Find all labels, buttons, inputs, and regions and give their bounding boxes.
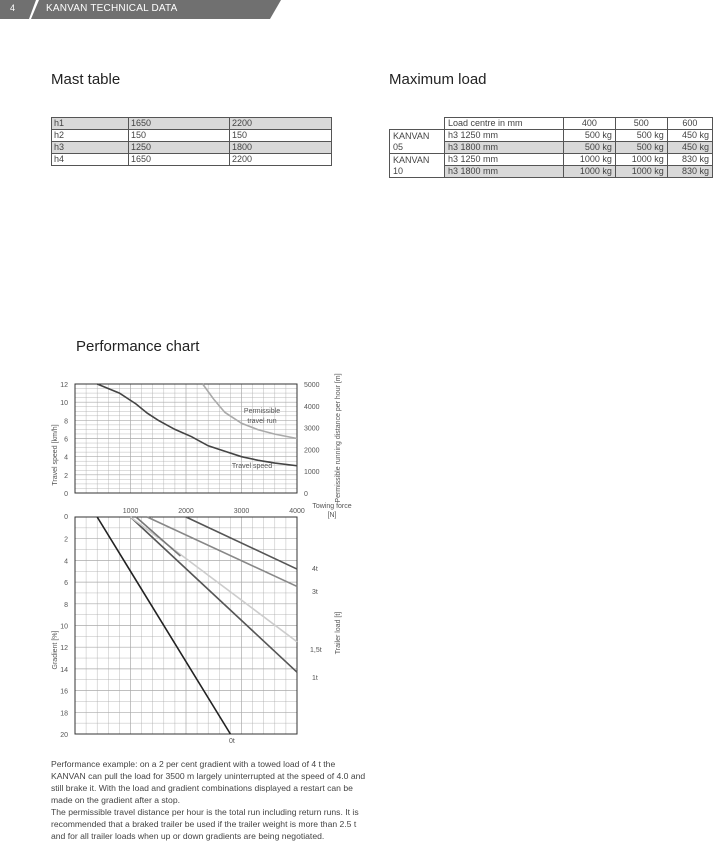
gradient-tick-label: 8 bbox=[64, 601, 68, 609]
table-cell: h3 1250 mm bbox=[445, 130, 564, 142]
table-cell: 150 bbox=[230, 130, 332, 142]
table-cell: 1000 kg bbox=[564, 154, 616, 166]
x-tick-label: 1000 bbox=[122, 508, 139, 515]
table-cell: h3 1800 mm bbox=[445, 142, 564, 154]
series-line-3t bbox=[147, 517, 297, 586]
series-line-1t bbox=[131, 517, 298, 672]
trailer-load-label: 1,5t bbox=[310, 647, 322, 654]
gradient-tick-label: 2 bbox=[64, 536, 68, 544]
y-right-tick-label: 3000 bbox=[304, 425, 320, 433]
page-header bbox=[0, 0, 720, 19]
table-cell: 2200 bbox=[230, 118, 332, 130]
series-label: Permissible bbox=[243, 408, 281, 415]
y-tick-label: 6 bbox=[64, 436, 68, 444]
table-cell: 1250 bbox=[129, 142, 230, 154]
trailer-load-label: 0t bbox=[229, 738, 235, 745]
table-header: 500 bbox=[615, 118, 667, 130]
table-cell: h1 bbox=[52, 118, 129, 130]
paragraph-line: still brake it. With the load and gradient combinations displayed a restart can be bbox=[51, 783, 353, 793]
gradient-tick-label: 20 bbox=[60, 732, 68, 739]
paragraph-line: KANVAN can pull the load for 3500 m largely uninterrupted at the speed of 4.0 and bbox=[51, 771, 366, 781]
y-tick-label: 12 bbox=[60, 382, 68, 389]
paragraph-line: and for all trailer loads when up or down gradients are being negotiated. bbox=[51, 831, 325, 841]
model-name: KANVAN 10 bbox=[390, 154, 445, 178]
mast-table-title: Mast table bbox=[51, 71, 121, 88]
table-cell: 1650 bbox=[129, 118, 230, 130]
table-cell: 1800 bbox=[230, 142, 332, 154]
table-header: 400 bbox=[564, 118, 616, 130]
table-header-row bbox=[390, 118, 713, 130]
paragraph-line: Performance example: on a 2 per cent gradient with a towed load of 4 t the bbox=[51, 759, 336, 769]
y-right-tick-label: 1000 bbox=[304, 469, 320, 477]
table-corner bbox=[390, 118, 445, 130]
table-row bbox=[390, 130, 713, 142]
paragraph-line: The permissible travel distance per hour is the total run including return runs. It is bbox=[51, 807, 359, 817]
table-cell: 830 kg bbox=[667, 154, 712, 166]
gradient-tick-label: 16 bbox=[60, 688, 68, 696]
y-right-tick-label: 5000 bbox=[304, 382, 320, 389]
paragraph-line: made on the gradient after a stop. bbox=[51, 795, 180, 805]
y-tick-label: 10 bbox=[60, 400, 68, 408]
table-cell: h2 bbox=[52, 130, 129, 142]
x-tick-label: 4000 bbox=[289, 508, 305, 515]
gradient-tick-label: 6 bbox=[64, 580, 68, 588]
table-row bbox=[390, 154, 713, 166]
series-line-1,5t bbox=[131, 517, 298, 642]
y-right-tick-label: 0 bbox=[304, 491, 308, 498]
paragraph-line: recommended that a braked trailer be used if the trailer weight is more than 2.5 t bbox=[51, 819, 357, 829]
trailer-load-label: 1t bbox=[312, 675, 318, 682]
maximum-load-table bbox=[389, 117, 713, 178]
table-header: Load centre in mm bbox=[445, 118, 564, 130]
y-tick-label: 4 bbox=[64, 454, 68, 462]
y-right-tick-label: 4000 bbox=[304, 403, 320, 411]
gradient-tick-label: 18 bbox=[60, 710, 68, 718]
maximum-load-title: Maximum load bbox=[389, 71, 487, 88]
y-tick-label: 2 bbox=[64, 472, 68, 480]
gradient-tick-label: 14 bbox=[60, 666, 68, 674]
y-right-tick-label: 2000 bbox=[304, 447, 320, 455]
table-cell: h3 bbox=[52, 142, 129, 154]
model-name: KANVAN 05 bbox=[390, 130, 445, 154]
performance-chart-title: Performance chart bbox=[76, 338, 200, 355]
gradient-axis-label: Gradient [%] bbox=[52, 630, 59, 670]
table-cell: 1650 bbox=[129, 154, 230, 166]
header-title: KANVAN TECHNICAL DATA bbox=[46, 3, 178, 14]
table-cell: 150 bbox=[129, 130, 230, 142]
y-axis-label: Travel speed [km/h] bbox=[52, 424, 59, 486]
table-cell: h3 1800 mm bbox=[445, 166, 564, 178]
y-tick-label: 0 bbox=[64, 514, 68, 521]
table-header: 600 bbox=[667, 118, 712, 130]
trailer-load-label: 4t bbox=[312, 566, 318, 573]
table-cell: h4 bbox=[52, 154, 129, 166]
trailer-load-axis-label: Trailer load [t] bbox=[335, 611, 342, 655]
gradient-tick-label: 12 bbox=[60, 645, 68, 653]
table-cell: 450 kg bbox=[667, 130, 712, 142]
table-cell: 500 kg bbox=[615, 130, 667, 142]
y-tick-label: 0 bbox=[64, 491, 68, 498]
table-cell: 500 kg bbox=[564, 130, 616, 142]
x-tick-label: 2000 bbox=[178, 508, 194, 515]
table-cell: 1000 kg bbox=[615, 154, 667, 166]
series-label: travel run bbox=[247, 418, 277, 425]
mast-table bbox=[51, 117, 332, 166]
x-axis-label: [N] bbox=[327, 512, 337, 519]
page-number: 4 bbox=[10, 3, 16, 13]
table-cell: 2200 bbox=[230, 154, 332, 166]
table-cell: 500 kg bbox=[564, 142, 616, 154]
x-axis-label: Towing force bbox=[312, 503, 352, 510]
gradient-tick-label: 4 bbox=[64, 558, 68, 566]
table-cell: 1000 kg bbox=[615, 166, 667, 178]
table-cell: h3 1250 mm bbox=[445, 154, 564, 166]
gradient-tick-label: 10 bbox=[60, 623, 68, 631]
table-cell: 500 kg bbox=[615, 142, 667, 154]
performance-description bbox=[51, 758, 381, 842]
table-cell: 450 kg bbox=[667, 142, 712, 154]
y-right-axis-label: Permissible running distance per hour [m] bbox=[335, 373, 342, 503]
x-tick-label: 3000 bbox=[233, 508, 250, 515]
trailer-load-label: 3t bbox=[312, 589, 318, 596]
table-row bbox=[52, 118, 332, 130]
table-row bbox=[52, 154, 332, 166]
table-cell: 1000 kg bbox=[564, 166, 616, 178]
table-row bbox=[52, 130, 332, 142]
y-tick-label: 8 bbox=[64, 418, 68, 426]
performance-chart bbox=[0, 360, 380, 750]
table-cell: 830 kg bbox=[667, 166, 712, 178]
series-label: Travel speed bbox=[231, 463, 273, 470]
table-row bbox=[52, 142, 332, 154]
